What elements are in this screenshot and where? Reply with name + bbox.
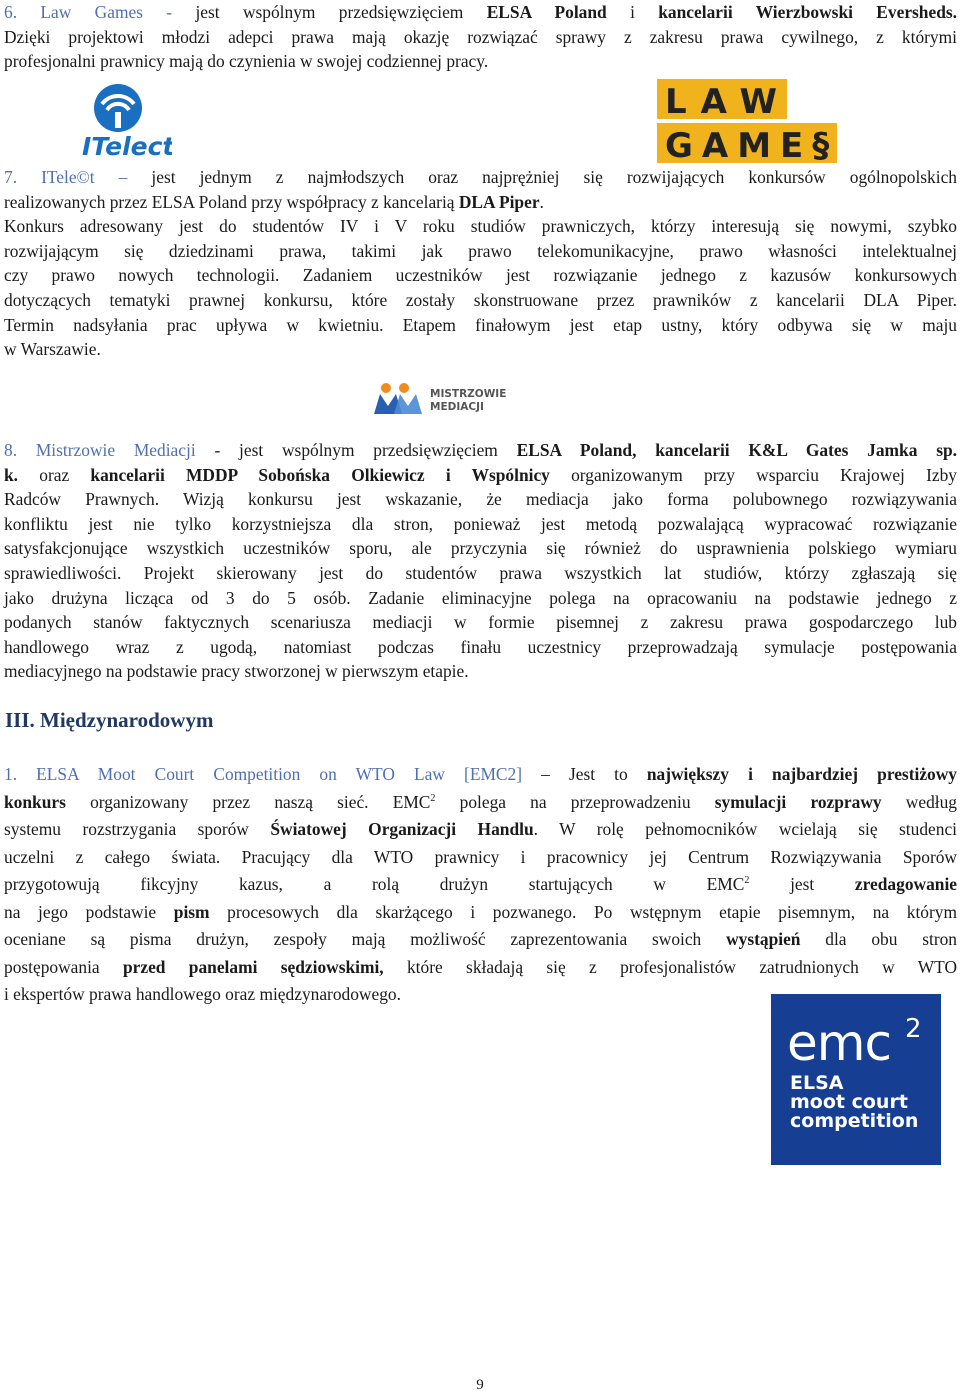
text-line: w Warszawie. xyxy=(4,339,101,360)
text-line: handlowego wraz z ugodą, natomiast podczas finału uczestnicy przeprowadzają symulacje postępowania xyxy=(4,636,957,657)
text-line: mediacyjnego na podstawie pracy stworzonej w pierwszym etapie. xyxy=(4,661,469,682)
law-games-logo-row2: GAME§ xyxy=(665,126,839,165)
text-line: satysfakcjonujące wszystkich uczestników sporu, ale przyczynia się również do usprawnienia polskiego wymiaru xyxy=(4,538,957,559)
mistrzowie-logo-top: MISTRZOWIE xyxy=(430,388,507,400)
competition-name-emc2: ELSA Moot Court Competition on WTO Law [EMC2] xyxy=(36,764,523,784)
paragraph-emc2 xyxy=(4,761,957,1009)
competition-name-mistrzowie-mediacji: Mistrzowie Mediacji xyxy=(35,440,196,460)
section-heading: III. Międzynarodowym xyxy=(5,708,214,732)
competition-name-itelect: ITele©t – xyxy=(41,167,128,187)
text-line: oceniane są pisma drużyn, zespoły mają możliwość zaprezentowania swoich wystąpień dla obu stron xyxy=(4,929,957,949)
paragraph-law-games xyxy=(4,0,957,74)
emc2-logo-wordmark: emc xyxy=(787,1014,891,1072)
mistrzowie-mediacji-logo xyxy=(372,380,522,416)
text-line: jako drużyna licząca od 3 do 5 osób. Zadanie eliminacyjne polega na opracowaniu na podstawie jednego z xyxy=(4,587,957,608)
itelect-logo xyxy=(80,82,172,160)
text-line: konkurs organizowany przez naszą sieć. EMC$^2$ polega na przeprowadzeniu symulacji rozprawy według xyxy=(4,791,958,812)
paragraph-itelect xyxy=(4,165,957,362)
wifi-icon xyxy=(80,82,172,160)
text-line: 6. Law Games - jest wspólnym przedsięwzięciem ELSA Poland i kancelarii Wierzbowski Eversheds. xyxy=(4,2,957,22)
text-line: realizowanych przez ELSA Poland przy współpracy z kancelarią DLA Piper. xyxy=(4,191,544,212)
emc2-logo-superscript: 2 xyxy=(905,1014,922,1044)
text-line: profesjonalni prawnicy mają do czynienia w swojej codziennej pracy. xyxy=(4,51,489,72)
text-line: 8. Mistrzowie Mediacji - jest wspólnym przedsięwzięciem ELSA Poland, kancelarii K&L Gates Jamka sp. xyxy=(4,440,957,460)
law-games-logo-row1: LAW xyxy=(665,82,791,122)
text-line: 1. ELSA Moot Court Competition on WTO Law [EMC2] – Jest to największy i najbardziej prestiżowy xyxy=(4,764,957,784)
page-number: 9 xyxy=(476,1377,484,1393)
text-line: systemu rozstrzygania sporów Światowej Organizacji Handlu. W rolę pełnomocników wcielają się studenci xyxy=(4,819,957,839)
law-games-logo xyxy=(655,77,885,165)
text-line: sprawiedliwości. Projekt skierowany jest do studentów prawa wszystkich lat studiów, którzy zgłaszają się xyxy=(4,562,957,583)
text-line: na jego podstawie pism procesowych dla skarżącego i pozwanego. Po wstępnym etapie pisemnym, na którym xyxy=(4,901,957,922)
text-line: dotyczących tematyki prawnej konkursu, które zostały skonstruowane przez prawników z kancelarii DLA Piper. xyxy=(4,289,957,310)
text-line: konfliktu jest nie tylko korzystniejsza dla stron, ponieważ jest metodą pozwalającą wypracować rozwiązanie xyxy=(4,513,957,534)
text-line: k. oraz kancelarii MDDP Sobońska Olkiewicz i Wspólnicy organizowanym przy wsparciu Krajowej Izby xyxy=(4,464,957,485)
mistrzowie-logo-bottom: MEDIACJI xyxy=(430,401,484,413)
text-line: czy prawo nowych technologii. Zadaniem uczestników jest rozwiązanie jednego z kazusów konkursowych xyxy=(4,265,957,286)
emc2-logo-subtitle: ELSA moot court competition xyxy=(790,1072,919,1132)
text-line: rozwijającym się dziedzinami prawa, takimi jak prawo telekomunikacyjne, prawo własności intelektualnej xyxy=(4,240,957,261)
text-line: Radców Prawnych. Wizją konkursu jest wskazanie, że mediacja jako forma polubownego rozwiązywania xyxy=(4,489,957,510)
paragraph-mistrzowie-mediacji xyxy=(4,438,957,684)
text-line: uczelni z całego świata. Pracujący dla WTO prawnicy i pracownicy jej Centrum Rozwiązywania Sporów xyxy=(4,846,957,867)
text-line: podanych stanów faktycznych scenariusza mediacji w formie pisemnej z zakresu prawa gospodarczego lub xyxy=(4,612,957,633)
text-line: postępowania przed panelami sędziowskimi, które składają się z profesjonalistów zatrudnionych w WTO xyxy=(4,956,958,977)
text-line: 7. ITele©t – jest jednym z najmłodszych oraz najprężniej się rozwijających konkursów ogólnopolskich xyxy=(4,167,957,187)
competition-name-law-games: Law Games - xyxy=(40,2,196,22)
text-line: Konkurs adresowany jest do studentów IV i V roku studiów prawniczych, którzy interesują się nowymi, szybko xyxy=(4,216,957,237)
text-line: Termin nadsyłania prac upływa w kwietniu. Etapem finałowym jest etap ustny, który odbywa się w maju xyxy=(4,314,957,335)
text-line: i ekspertów prawa handlowego oraz międzynarodowego. xyxy=(4,984,401,1004)
emc2-logo xyxy=(771,994,941,1165)
text-line: Dzięki projektowi młodzi adepci prawa mają okazję rozwiązać sprawy z zakresu prawa cywilnego, z którymi xyxy=(4,26,957,47)
itelect-wordmark: ITelect xyxy=(82,132,172,160)
text-line: przygotowują fikcyjny kazus, a rolą drużyn startujących w EMC$^2$ jest zredagowanie xyxy=(4,874,957,894)
